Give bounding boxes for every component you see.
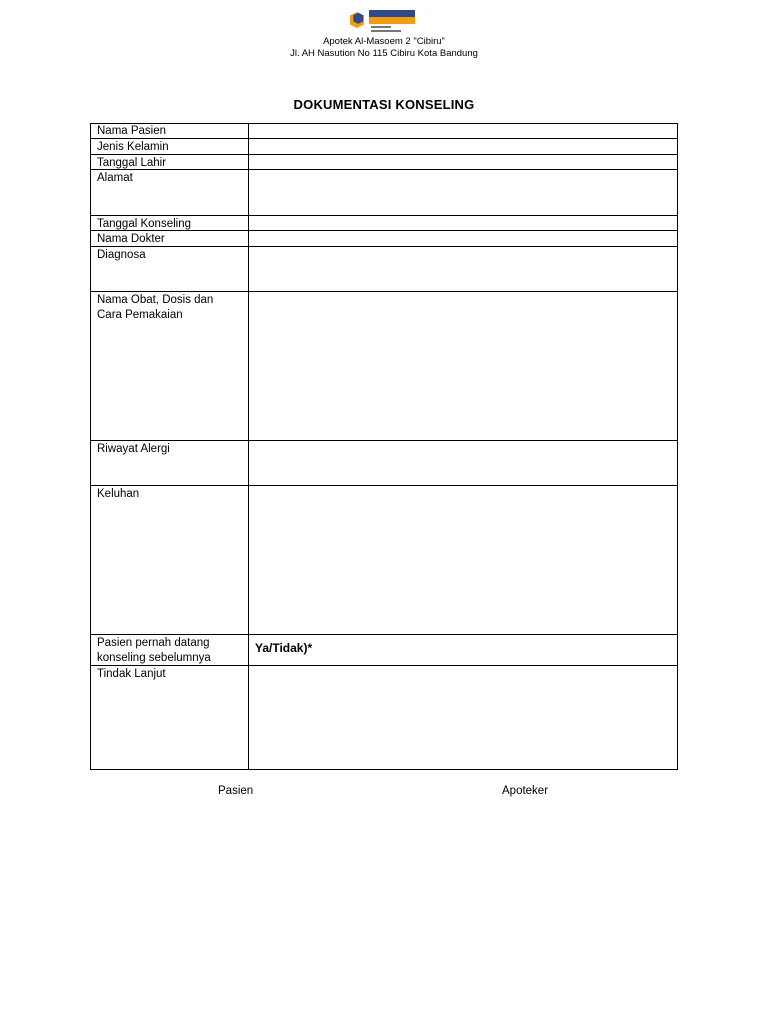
form-row-tindak-lanjut: [91, 665, 677, 770]
form-label: Tindak Lanjut: [97, 668, 166, 680]
yes-no-answer[interactable]: Ya/Tidak)*: [255, 641, 313, 655]
form-row-tanggal-lahir: [91, 154, 677, 170]
form-row-diagnosa: [91, 246, 677, 291]
form-row-pasien-pernah-datang: [91, 634, 677, 665]
signature-pharmacist-label: Apoteker: [502, 785, 549, 797]
pharmacy-name: Apotek Al-Masoem 2 "Cibiru": [323, 36, 445, 47]
form-label: Pasien pernah datang konseling sebelumnya: [97, 637, 211, 664]
form-row-tanggal-konseling: [91, 215, 677, 231]
form-label: Riwayat Alergi: [97, 443, 170, 455]
form-label: Alamat: [97, 172, 133, 184]
form-label: Nama Dokter: [97, 233, 165, 245]
pharmacy-logo: [349, 7, 417, 35]
form-row-keluhan: [91, 485, 677, 635]
form-row-nama-pasien: [91, 123, 677, 139]
form-row-riwayat-alergi: [91, 440, 677, 486]
document-title: DOKUMENTASI KONSELING: [293, 97, 475, 112]
form-label: Nama Obat, Dosis dan Cara Pemakaian: [97, 294, 214, 321]
form-label: Diagnosa: [97, 249, 146, 261]
form-row-nama-dokter: [91, 230, 677, 246]
pharmacy-address: Jl. AH Nasution No 115 Cibiru Kota Bandung: [290, 48, 478, 59]
form-row-alamat: [91, 169, 677, 215]
form-label: Tanggal Lahir: [97, 157, 167, 169]
form-label: Keluhan: [97, 488, 140, 500]
form-row-jenis-kelamin: [91, 138, 677, 154]
form-row-nama-obat: [91, 291, 677, 441]
form-label: Nama Pasien: [97, 125, 167, 137]
form-label: Tanggal Konseling: [97, 218, 191, 230]
form-label: Jenis Kelamin: [97, 141, 169, 153]
signature-patient-label: Pasien: [218, 785, 254, 797]
counseling-form: [90, 123, 678, 770]
